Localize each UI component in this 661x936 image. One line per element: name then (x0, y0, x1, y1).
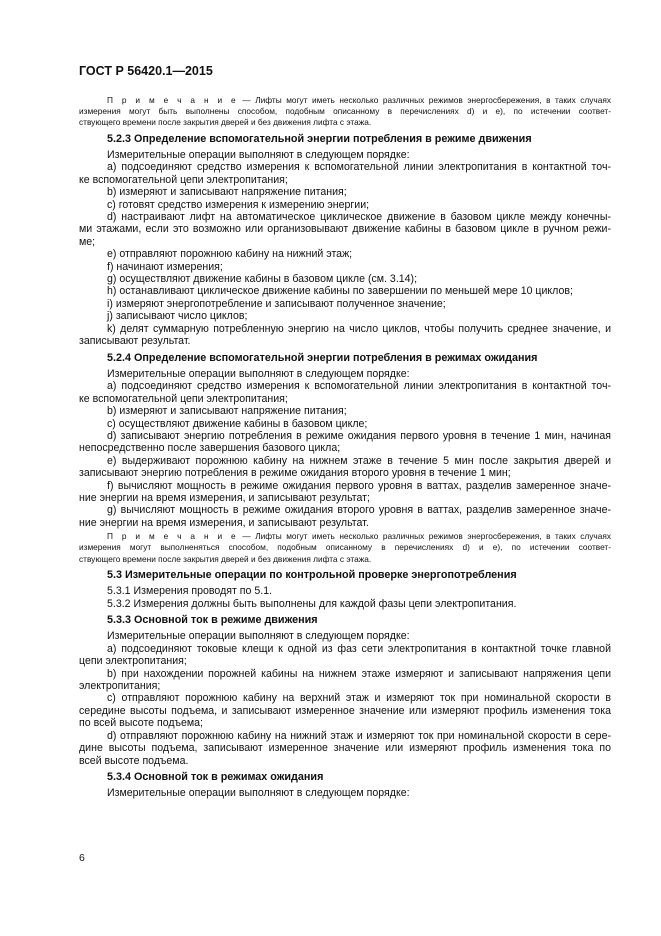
list-item: i) измеряют энергопотребление и записывают полученное значение; (107, 297, 446, 310)
list-item-cont: ми этажами, если это возможно или организовывают движение кабины в базовом цикле в ручном режи- (79, 223, 611, 236)
list-item-cont: середине высоты подъема, и записывают измеренное значение или измеряют профиль изменения тока (79, 704, 611, 717)
paragraph: 5.3.1 Измерения проводят по 5.1. (107, 585, 273, 598)
list-item-cont: ке вспомогательной цепи электропитания; (79, 392, 288, 405)
list-item: f) вычисляют мощность в режиме ожидания первого уровня в ваттах, разделив замеренное значе- (107, 479, 611, 492)
list-item: c) отправляют порожнюю кабину на верхний этаж и измеряют ток при номинальной скорости в (107, 692, 611, 705)
list-item: a) подсоединяют средство измерения к вспомогательной линии электропитания в контактной точ- (107, 380, 611, 393)
list-item: g) осуществляют движение кабины в базовом цикле (см. 3.14); (107, 273, 418, 286)
paragraph: Измерительные операции выполняют в следующем порядке: (107, 149, 410, 162)
note-2 (79, 531, 611, 565)
document-header: ГОСТ Р 56420.1—2015 (79, 64, 213, 78)
note-text: — Лифты могут иметь несколько различных режимов энергосбережения, в таких случаях (237, 531, 611, 542)
note-line: ствующего времени после закрытия дверей и без движения лифта с этажа. (79, 117, 372, 128)
list-item: g) вычисляют мощность в режиме ожидания второго уровня в ваттах, разделив замеренное значе- (107, 504, 611, 517)
page-number: 6 (79, 852, 85, 864)
list-item-cont: по всей высоте подъема; (79, 717, 203, 730)
list-item-cont: ме; (79, 235, 96, 248)
paragraph: Измерительные операции выполняют в следующем порядке: (107, 630, 410, 643)
list-item-cont: ке вспомогательной цепи электропитания; (79, 173, 288, 186)
list-item: e) отправляют порожнюю кабину на нижний этаж; (107, 248, 353, 261)
paragraph: Измерительные операции выполняют в следующем порядке: (107, 367, 410, 380)
list-item: c) осуществляют движение кабины в базовом цикле; (107, 417, 368, 430)
note-text: — Лифты могут иметь несколько различных режимов энергосбережения, в таких случаях (237, 95, 611, 105)
list-item-cont: дине высоты подъема, записывают измеренное значение или измеряют профиль изменения тока по (79, 742, 611, 755)
note-line: ствующего времени после закрытия дверей и без движения лифта с этажа. (79, 553, 372, 564)
list-item-cont: записывают энергию потребления в режиме ожидания второго уровня в течение 1 мин; (79, 467, 511, 480)
list-item: b) измеряют и записывают напряжение питания; (107, 186, 347, 199)
list-item: c) готовят средство измерения к измерению энергии; (107, 198, 370, 211)
list-item-cont: непосредственно после завершения базового цикла; (79, 442, 341, 455)
list-item-cont: ние энергии на время измерения, и записывают результат; (79, 491, 370, 504)
note-label: П р и м е ч а н и е (107, 531, 238, 542)
note-label: П р и м е ч а н и е (107, 95, 238, 105)
section-heading-5-3-4: 5.3.4 Основной ток в режимах ожидания (107, 770, 324, 783)
list-item: b) при нахождении порожней кабины на нижнем этаже измеряют и записывают напряжения цепи (107, 667, 611, 680)
section-heading-5-2-3: 5.2.3 Определение вспомогательной энергии потребления в режиме движения (107, 132, 532, 145)
list-item: a) подсоединяют средство измерения к вспомогательной линии электропитания в контактной точ- (107, 161, 611, 174)
list-item: d) записывают энергию потребления в режиме ожидания первого уровня в течение 1 мин, начиная (107, 429, 611, 442)
document-body (79, 95, 611, 800)
list-item-cont: ние энергии на время измерения, и записывают результат. (79, 516, 369, 529)
paragraph: Измерительные операции выполняют в следующем порядке: (107, 787, 410, 800)
list-item: f) начинают измерения; (107, 260, 223, 273)
paragraph: 5.3.2 Измерения должны быть выполнены для каждой фазы цепи электропитания. (107, 597, 517, 610)
note-line: измерения могут выполненяться способом, подобным описанному в перечислениях d) и е), по истечении соответ- (79, 542, 611, 553)
note-line: измерения могут быть выполнены способом, подобным описанному в перечислениях d) и е), по истечении соответ- (79, 106, 611, 117)
list-item: e) выдерживают порожнюю кабину на нижнем этаже в течение 5 мин после закрытия дверей и (107, 454, 611, 467)
section-heading-5-3-3: 5.3.3 Основной ток в режиме движения (107, 614, 318, 627)
list-item-cont: электропитания; (79, 680, 161, 693)
list-item-cont: записывают результат. (79, 335, 191, 348)
list-item: d) отправляют порожнюю кабину на нижний этаж и измеряют ток при номинальной скорости в сере- (107, 729, 611, 742)
list-item-cont: цепи электропитания; (79, 655, 187, 668)
list-item: b) измеряют и записывают напряжение питания; (107, 405, 347, 418)
list-item: k) делят суммарную потребленную энергию на число циклов, чтобы получить среднее значение, и (107, 322, 611, 335)
section-heading-5-3: 5.3 Измерительные операции по контрольной проверке энергопотребления (107, 568, 517, 581)
list-item: h) останавливают циклическое движение кабины по завершении по меньшей мере 10 циклов; (107, 285, 573, 298)
list-item: j) записывают число циклов; (107, 310, 248, 323)
list-item: a) подсоединяют токовые клещи к одной из фаз сети электропитания в контактной точке главной (107, 642, 611, 655)
note-1 (79, 95, 611, 129)
list-item-cont: всей высоте подъема. (79, 754, 189, 767)
list-item: d) настраивают лифт на автоматическое циклическое движение в базовом цикле между конечны- (107, 211, 611, 224)
section-heading-5-2-4: 5.2.4 Определение вспомогательной энергии потребления в режимах ожидания (107, 351, 538, 364)
